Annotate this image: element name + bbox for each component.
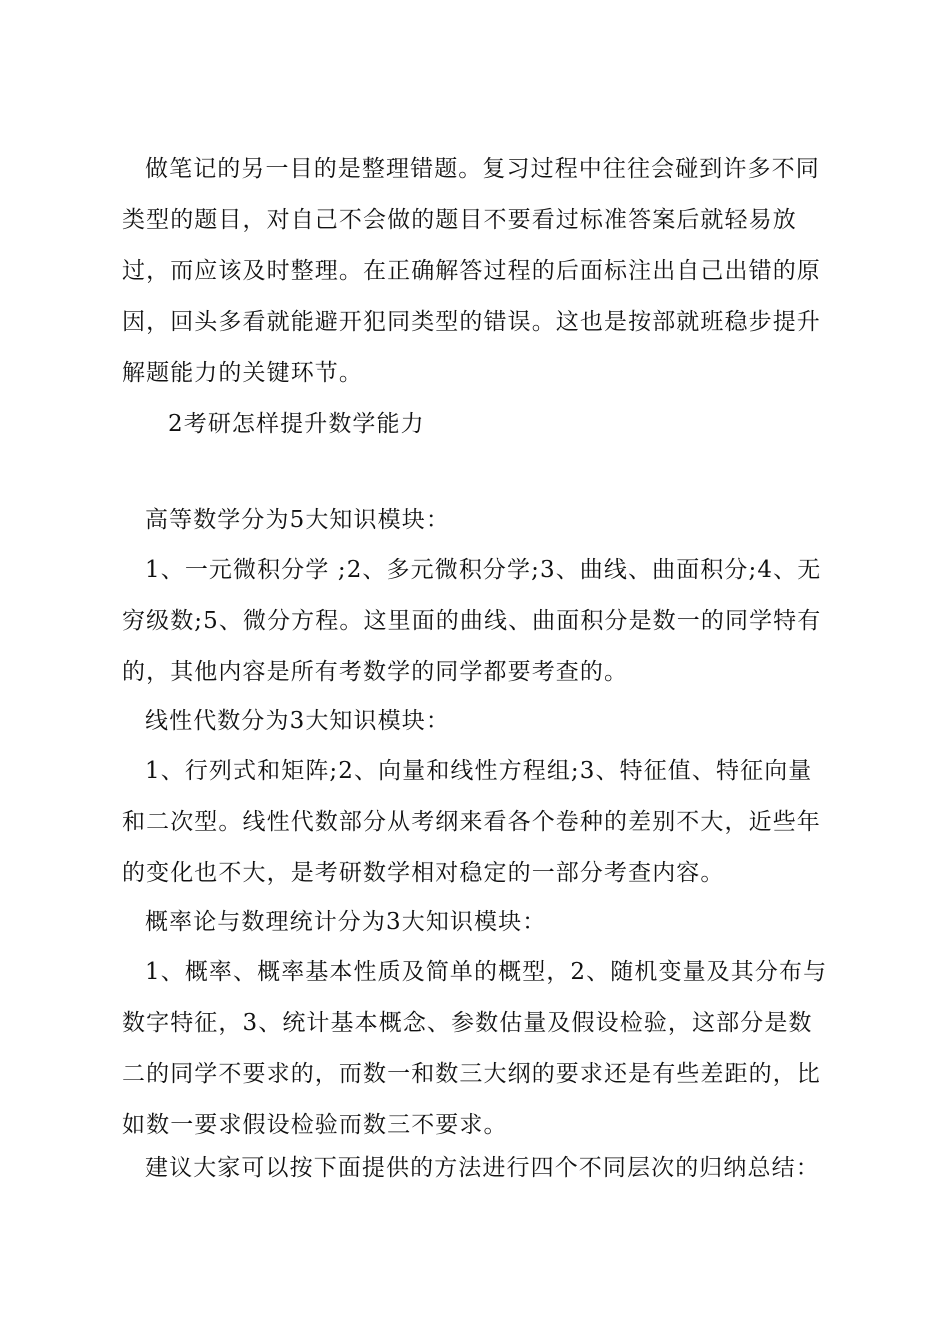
paragraph-advanced-math-modules: 1、一元微积分学 ;2、多元微积分学;3、曲线、曲面积分;4、无穷级数;5、微分方程。这里面的曲线、曲面积分是数一的同学特有的，其他内容是所有考数学的同学都要考查的。 [122, 557, 822, 685]
paragraph-linear-algebra-modules: 1、行列式和矩阵;2、向量和线性方程组;3、特征值、特征向量和二次型。线性代数部分从考纲来看各个卷种的差别不大，近些年的变化也不大，是考研数学相对稳定的一部分考查内容。 [122, 758, 821, 886]
paragraph-probability-modules: 1、概率、概率基本性质及简单的概型，2、随机变量及其分布与数字特征，3、统计基本概念、参数估量及假设检验，这部分是数二的同学不要求的，而数一和数三大纲的要求还是有些差距的，比如数一要求假设检验而数三不要求。 [122, 959, 828, 1138]
paragraph-probability-intro: 概率论与数理统计分为3大知识模块： [145, 909, 547, 935]
paragraph-suggestion: 建议大家可以按下面提供的方法进行四个不同层次的归纳总结： [145, 1155, 820, 1181]
paragraph-linear-algebra-intro: 线性代数分为3大知识模块： [145, 708, 450, 734]
paragraph-advanced-math-intro: 高等数学分为5大知识模块： [145, 507, 450, 533]
paragraph-notes-errors: 做笔记的另一目的是整理错题。复习过程中往往会碰到许多不同类型的题目，对自己不会做的题目不要看过标准答案后就轻易放过，而应该及时整理。在正确解答过程的后面标注出自己出错的原因，回头多看就能避开犯同类型的错误。这也是按部就班稳步提升解题能力的关键环节。 [122, 156, 821, 386]
section-heading: 2考研怎样提升数学能力 [168, 411, 425, 437]
